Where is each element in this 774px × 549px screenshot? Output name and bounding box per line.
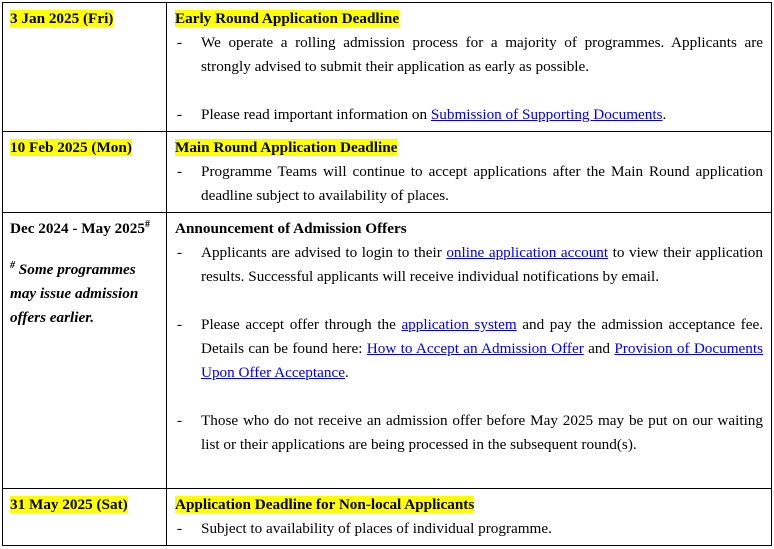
date-cell xyxy=(3,132,167,213)
date-cell xyxy=(3,3,167,132)
dash-bullet: - xyxy=(177,163,183,180)
item-text: Please accept offer through the xyxy=(201,316,402,333)
date-label: Dec 2024 - May 2025# xyxy=(10,218,150,237)
table-row xyxy=(3,132,772,213)
item-text: Programme Teams will continue to accept applications after the Main Round application deadline subject to availability of places. xyxy=(201,163,763,204)
accept-offer-link[interactable]: How to Accept an Admission Offer xyxy=(366,340,584,357)
list-item xyxy=(175,313,763,385)
dash-bullet: - xyxy=(177,244,183,261)
list-item xyxy=(175,160,763,208)
item-text: Those who do not receive an admission offer before May 2025 may be put on our waiting list or their applications are being processed in the subsequent round(s). xyxy=(201,412,763,453)
date-cell xyxy=(3,213,167,489)
item-text: and xyxy=(583,340,615,357)
content-cell xyxy=(167,3,772,132)
item-text: We operate a rolling admission process for a majority of programmes. Applicants are strongly advised to submit their application as early as possible. xyxy=(201,34,763,75)
dash-bullet: - xyxy=(177,34,183,51)
list-item xyxy=(175,31,763,79)
item-text: Please read important information on xyxy=(201,106,431,123)
item-text: . xyxy=(662,106,667,123)
list-item xyxy=(175,409,763,457)
supporting-documents-link[interactable]: Submission of Supporting Documents xyxy=(430,106,663,123)
item-text: to view their application results. Successful applicants will receive individual notifications by email. xyxy=(201,244,763,285)
table-row xyxy=(3,489,772,546)
row-heading: Announcement of Admission Offers xyxy=(175,220,407,237)
date-cell xyxy=(3,489,167,546)
item-text: Subject to availability of places of individual programme. xyxy=(201,520,552,537)
item-text: . xyxy=(344,364,349,381)
row-heading: Application Deadline for Non-local Applicants xyxy=(175,496,475,513)
admission-schedule-table xyxy=(2,2,772,546)
dash-bullet: - xyxy=(177,412,183,429)
table-row xyxy=(3,3,772,132)
provision-documents-link[interactable]: Provision of Documents Upon Offer Acceptance xyxy=(201,340,764,381)
dash-bullet: - xyxy=(177,106,183,123)
row-heading: Main Round Application Deadline xyxy=(175,139,398,156)
dash-bullet: - xyxy=(177,520,183,537)
content-cell xyxy=(167,489,772,546)
list-item xyxy=(175,241,763,289)
footnote-note: # Some programmes may issue admission offers earlier. xyxy=(10,259,139,326)
date-label: 3 Jan 2025 (Fri) xyxy=(10,10,114,27)
list-item xyxy=(175,103,763,127)
item-text: Applicants are advised to login to their xyxy=(201,244,447,261)
date-label: 31 May 2025 (Sat) xyxy=(10,496,128,513)
list-item xyxy=(175,517,763,541)
footnote-marker: # xyxy=(144,218,150,230)
content-cell xyxy=(167,213,772,489)
online-application-account-link[interactable]: online application account xyxy=(446,244,609,261)
dash-bullet: - xyxy=(177,316,183,333)
table-row xyxy=(3,213,772,489)
row-heading: Early Round Application Deadline xyxy=(175,10,400,27)
application-system-link[interactable]: application system xyxy=(401,316,517,333)
content-cell xyxy=(167,132,772,213)
date-label: 10 Feb 2025 (Mon) xyxy=(10,139,132,156)
item-text: and pay the admission acceptance fee. Details can be found here: xyxy=(201,316,763,357)
footnote-marker: # xyxy=(10,259,15,271)
